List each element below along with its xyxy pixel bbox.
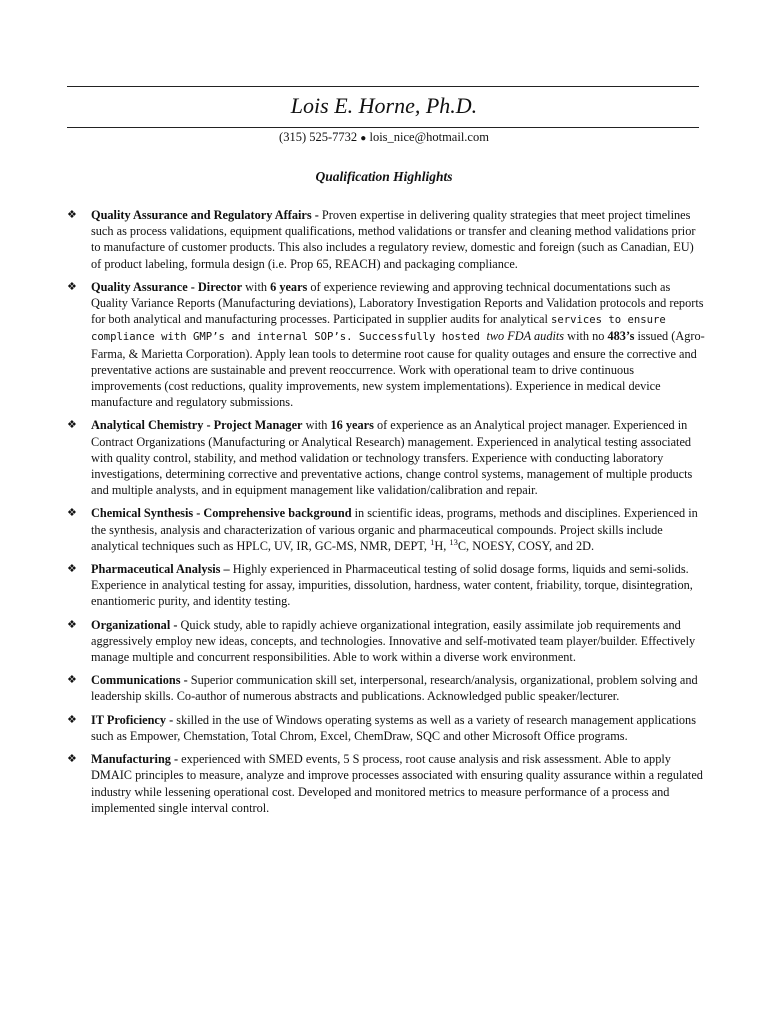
item-text: experienced with SMED events, 5 S process, root cause analysis and risk assessment. Able to apply DMAIC principles to measure, analyze and improve processes associated with ensuring quality assurance within a regulated industry while lessening operational cost. Developed and monitored metrics to measure performance of a process and implemented single interval control. (91, 752, 703, 815)
diamond-bullet-icon: ❖ (67, 507, 77, 520)
list-item (67, 207, 707, 272)
item-years: 16 years (330, 418, 374, 433)
item-title: Communications - (91, 673, 188, 688)
item-title: Chemical Synthesis - Comprehensive background (91, 506, 352, 521)
contact-separator: ● (360, 133, 367, 144)
highlights-list (67, 207, 707, 823)
phone-number: (315) 525-7732 (279, 130, 358, 144)
item-years: 6 years (270, 279, 308, 294)
item-connector: with (302, 418, 331, 433)
item-text: issued (Agro-Farma, & Marietta Corporation). Apply lean tools to determine root cause for quality outages and ensure the corrective and preventative actions are sustainable and prevent reoccurrence. Work with operational team to drive continuous improvements (cost reductions, quality improvements, new system implementations). Experience in medical device manufacture and regulatory submissions. (91, 329, 705, 410)
diamond-bullet-icon: ❖ (67, 419, 77, 432)
item-text: in scientific ideas, programs, methods and disciplines. Experienced in the synthesis, analysis and characterization of various organic and pharmaceutical compounds. Project skills include analytical techniques such as HPLC, UV, IR, GC-MS, NMR, DEPT, (91, 506, 698, 553)
email-address: lois_nice@hotmail.com (369, 130, 489, 144)
list-item (67, 672, 707, 704)
item-connector: with (242, 279, 271, 294)
section-title: Qualification Highlights (315, 169, 453, 184)
diamond-bullet-icon: ❖ (67, 713, 77, 726)
item-text: Highly experienced in Pharmaceutical testing of solid dosage forms, liquids and semi-solids. Experience in analytical testing for assay, impurities, dissolution, hardness, water content, friability, torque, disintegration, enantiomeric purity, and identity testing. (91, 562, 693, 609)
item-text: of experience reviewing and approving technical documentations such as Quality Variance Reports (Manufacturing deviations), Laboratory Investigation Reports and Validation protocols and reports for both analytical and manufacturing processes. Participated in supplier audits for analytical (91, 279, 704, 327)
list-item (67, 505, 707, 554)
item-text: with no (564, 329, 608, 344)
diamond-bullet-icon: ❖ (67, 753, 77, 766)
superscript-mass: 1 (430, 536, 435, 547)
item-title: IT Proficiency - (91, 712, 174, 727)
item-text: Superior communication skill set, interpersonal, research/analysis, organizational, problem solving and leadership skills. Co-author of numerous abstracts and publications. Acknowledged public speaker/lecturer. (91, 673, 698, 704)
list-item (67, 712, 707, 744)
superscript-mass: 13 (449, 536, 458, 547)
diamond-bullet-icon: ❖ (67, 674, 77, 687)
list-item (67, 617, 707, 666)
list-item (67, 751, 707, 816)
diamond-bullet-icon: ❖ (67, 209, 77, 221)
header-bottom-rule (67, 127, 699, 128)
item-title: Analytical Chemistry - Project Manager (91, 418, 303, 433)
item-title: Pharmaceutical Analysis – (91, 562, 230, 577)
item-text-typewriter: services to ensure compliance with GMP’s and internal SOP’s. Successfully hosted (91, 314, 666, 344)
diamond-bullet-icon: ❖ (67, 563, 77, 576)
item-text: Proven expertise in delivering quality strategies that meet project timelines such as process validations, equipment qualifications, method validations or transfer and cleaning method validations prior to manufacture of customer products. This also includes a regulatory review, domestic and foreign (such as Canadian, EU) of product labeling, formula design (i.e. Prop 65, REACH) and packaging compliance. (91, 208, 696, 271)
list-item (67, 561, 707, 610)
item-text: skilled in the use of Windows operating systems as well as a variety of research management applications such as Empower, Chemstation, Total Chrom, Excel, ChemDraw, SQC and other Microsoft Office programs. (91, 712, 696, 743)
item-text: C, NOESY, COSY, and 2D. (457, 538, 595, 553)
item-text: of experience as an Analytical project manager. Experienced in Contract Organizations (Manufacturing or Analytical Research) management. Experienced in analytical testing associated with quality control, stability, and method validation or technology transfers. Experience with conducting laboratory investigations, determining corrective and preventative actions, change control systems, management of multiple products and multiple analysts, and in equipment management like validation/calibration and repair. (91, 418, 693, 498)
item-text-italic: two FDA audits (486, 329, 565, 344)
diamond-bullet-icon: ❖ (67, 618, 77, 631)
contact-line (0, 129, 768, 147)
item-title: Quality Assurance and Regulatory Affairs - (91, 208, 319, 222)
item-title: Quality Assurance - Director (91, 279, 243, 294)
diamond-bullet-icon: ❖ (67, 280, 77, 293)
item-title: Organizational - (91, 617, 178, 632)
header-top-rule (67, 86, 699, 87)
item-text: H, (434, 538, 450, 553)
list-item (67, 279, 707, 411)
item-title: Manufacturing - (91, 752, 179, 767)
list-item (67, 417, 707, 498)
item-text-bold: 483’s (607, 329, 635, 344)
candidate-name: Lois E. Horne, Ph.D. (290, 93, 478, 118)
item-text: Quick study, able to rapidly achieve organizational integration, easily assimilate job requirements and aggressively employ new ideas, concepts, and technologies. Innovative and self-motivated team player/builder. Effectively manage multiple and concurrent responsibilities. Able to work within a diverse work environment. (91, 617, 696, 665)
